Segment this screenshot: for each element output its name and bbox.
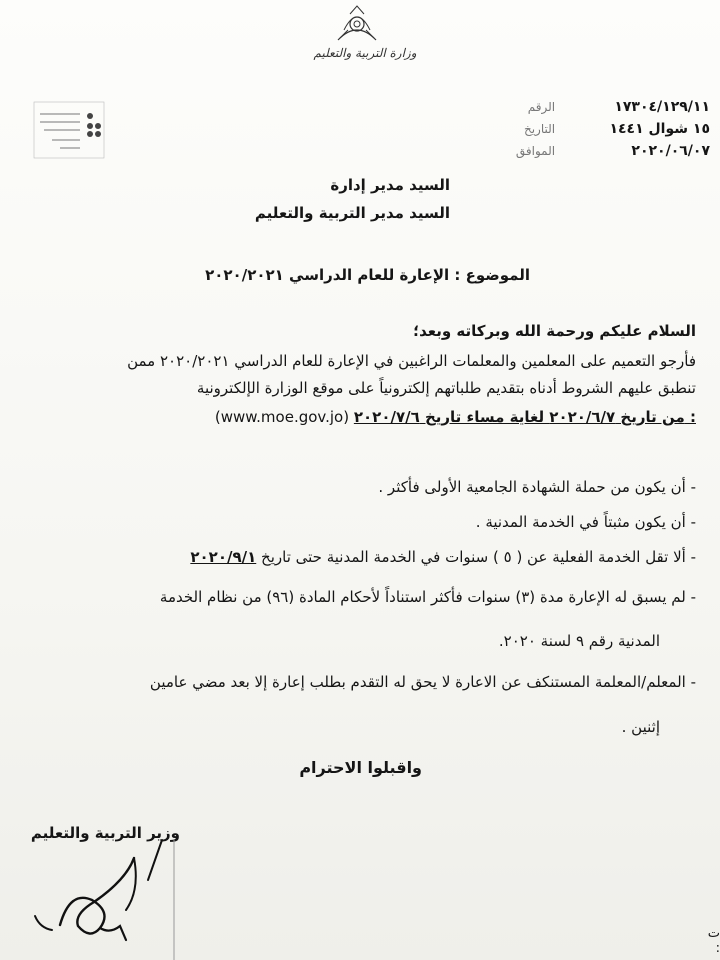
condition-3-text: - ألا تقل الخدمة الفعلية عن ( ٥ ) سنوات في الخدمة المدنية حتى تاريخ [256,548,696,566]
coat-of-arms-icon [330,0,384,42]
cc-label: ت : [707,926,720,956]
condition-5: - المعلم/المعلمة المستنكف عن الاعارة لا يحق له التقدم بطلب إعارة إلا بعد مضي عامين [149,673,696,691]
official-stamp-icon [32,100,106,160]
condition-2: - أن يكون مثبتاً في الخدمة المدنية . [475,513,696,531]
condition-5-continued: إثنين . [621,718,660,736]
gregorian-date-row [480,140,710,162]
addressee-line-1: السيد مدير إدارة [330,176,450,194]
body-line-3 [24,408,696,426]
gregorian-date-value: ٢٠٢٠/٠٦/٠٧ [631,143,710,159]
gregorian-date-label: الموافق [515,144,556,158]
ministry-name: وزارة التربية والتعليم [313,46,417,60]
condition-4: - لم يسبق له الإعارة مدة (٣) سنوات فأكثر استناداً لأحكام المادة (٩٦) من نظام الخدمة [159,588,696,606]
reference-number-row [480,96,710,118]
condition-3-date: ٢٠٢٠/٩/١ [190,548,257,566]
reference-number-label: الرقم [527,100,556,114]
reference-number-value: ١٧٣٠٤/١٢٩/١١ [614,99,710,115]
website-url: (www.moe.gov.jo) [214,408,354,426]
signatory-title: وزير التربية والتعليم [30,824,180,842]
condition-3 [36,548,696,566]
hijri-date-row [480,118,710,140]
body-line-1: فأرجو التعميم على المعلمين والمعلمات الراغبين في الإعارة للعام الدراسي ٢٠٢٠/٢٠٢١ ممن [127,352,696,370]
closing-phrase: واقبلوا الاحترام [299,758,422,777]
condition-4-continued: المدنية رقم ٩ لسنة ٢٠٢٠. [498,632,660,650]
page-fold-line [170,840,178,960]
body-line-2: تنطبق عليهم الشروط أدناه بتقديم طلباتهم إلكترونياً على موقع الوزارة الإلكترونية [196,379,696,397]
addressee-line-2: السيد مدير التربية والتعليم [254,204,450,222]
hijri-date-label: التاريخ [523,122,556,136]
hijri-date-value: ١٥ شوال ١٤٤١ [609,121,710,137]
subject-line: الموضوع : الإعارة للعام الدراسي ٢٠٢٠/٢٠٢١ [205,266,530,284]
application-period: من تاريخ ٢٠٢٠/٦/٧ لغاية مساء تاريخ ٢٠٢٠/٧/٦ : [353,408,696,426]
handwritten-signature-icon [30,830,180,950]
greeting: السلام عليكم ورحمة الله وبركاته وبعد؛ [413,322,696,340]
condition-1: - أن يكون من حملة الشهادة الجامعية الأولى فأكثر . [378,478,696,496]
